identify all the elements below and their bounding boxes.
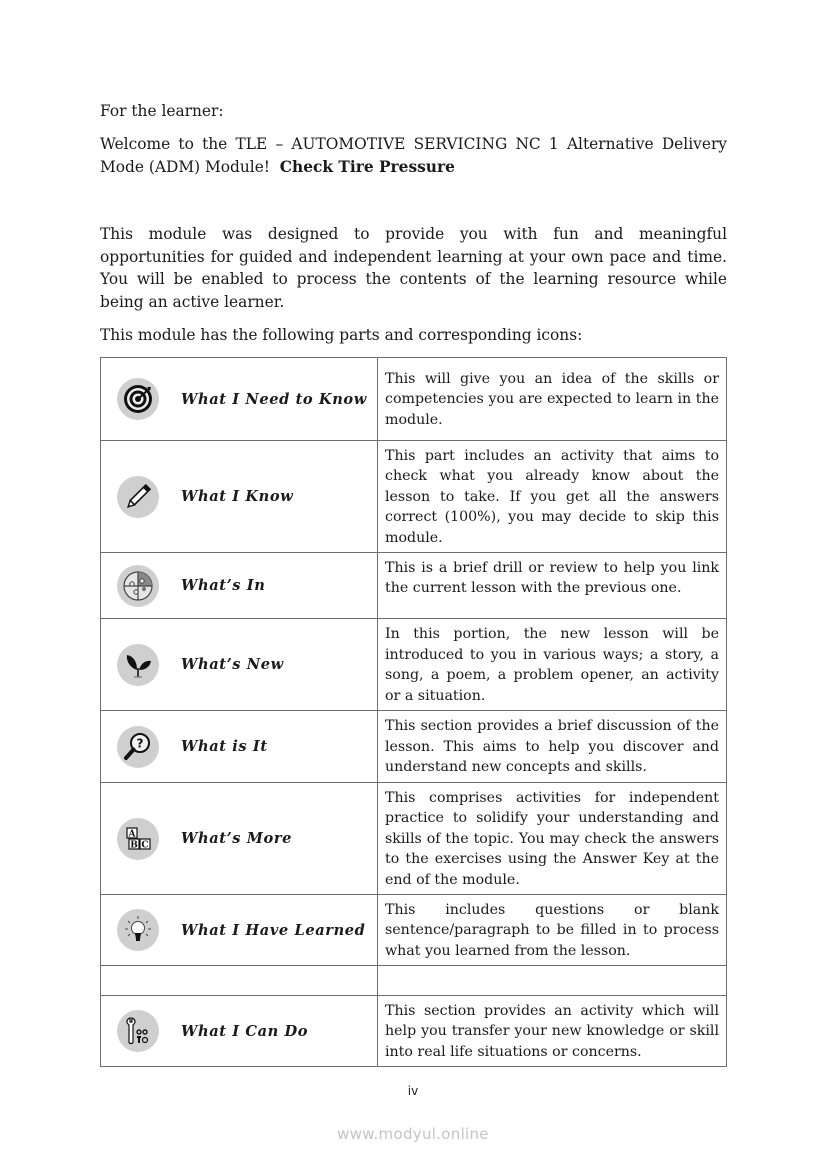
welcome-paragraph — [100, 133, 727, 178]
part-description-cell — [378, 895, 727, 966]
part-description: This is a brief drill or review to help you link the current lesson with the previous one. — [385, 559, 719, 596]
part-label: What I Need to Know — [181, 390, 367, 408]
svg-text:A: A — [128, 829, 136, 839]
part-label-cell — [101, 619, 378, 711]
table-row — [101, 619, 727, 711]
abc-blocks-icon — [117, 818, 159, 860]
table-row — [101, 711, 727, 783]
sprout-icon — [117, 644, 159, 686]
part-label-cell — [101, 783, 378, 895]
target-icon — [117, 378, 159, 420]
part-description: This section provides a brief discussion of the lesson. This aims to help you discover and understand new concepts and skills. — [385, 718, 719, 776]
module-title: Check Tire Pressure — [279, 157, 455, 176]
part-description: This section provides an activity which will help you transfer your new knowledge or skill into real life situations or concerns. — [385, 1002, 719, 1060]
svg-text:B: B — [130, 840, 138, 850]
part-description: This includes questions or blank sentence/paragraph to be filled in to process what you learned from the lesson. — [385, 901, 719, 959]
part-label: What’s More — [181, 830, 293, 847]
empty-cell — [101, 966, 378, 996]
part-description-cell — [378, 441, 727, 553]
part-description-cell — [378, 711, 727, 783]
empty-cell — [378, 966, 727, 996]
table-row — [101, 358, 727, 441]
part-label-cell — [101, 895, 378, 966]
svg-text:?: ? — [136, 736, 144, 750]
table-row — [101, 895, 727, 966]
part-label: What’s In — [181, 577, 266, 594]
table-row-empty — [101, 966, 727, 996]
part-description: This comprises activities for independent practice to solidify your understanding and skills of the topic. You may check the answers to the exercises using the Answer Key at the end of the module. — [385, 789, 719, 888]
part-description-cell — [378, 553, 727, 619]
part-label-cell — [101, 711, 378, 783]
table-row — [101, 996, 727, 1067]
tools-icon — [117, 1010, 159, 1052]
part-description-cell — [378, 783, 727, 895]
part-label: What’s New — [181, 656, 284, 673]
lightbulb-icon — [117, 909, 159, 951]
part-description-cell — [378, 619, 727, 711]
page-number: iv — [407, 1084, 419, 1098]
part-description: This part includes an activity that aims to check what you already know about the lesson to take. If you get all the answers correct (100%), you may decide to skip this module. — [385, 447, 719, 546]
table-row — [101, 441, 727, 553]
watermark: www.modyul.online — [337, 1125, 489, 1143]
part-description: In this portion, the new lesson will be introduced to you in various ways; a story, a song, a poem, a problem opener, an activity or a situation. — [385, 626, 719, 704]
part-label-cell — [101, 358, 378, 441]
part-label-cell — [101, 996, 378, 1067]
part-label: What is It — [181, 738, 268, 755]
magnifier-question-icon — [117, 726, 159, 768]
part-label-cell — [101, 553, 378, 619]
parts-lead: This module has the following parts and corresponding icons: — [100, 326, 583, 344]
part-label: What I Have Learned — [181, 921, 366, 939]
part-description: This will give you an idea of the skills or competencies you are expected to learn in the module. — [385, 370, 719, 428]
intro-paragraph: This module was designed to provide you with fun and meaningful opportunities for guided and independent learning at your own pace and time. You will be enabled to process the contents of the learning resource while being an active learner. — [100, 225, 727, 311]
part-label-cell — [101, 441, 378, 553]
greeting: For the learner: — [100, 102, 224, 120]
module-parts-table — [100, 357, 727, 1067]
pencil-icon — [117, 476, 159, 518]
svg-text:C: C — [141, 840, 149, 850]
part-label: What I Can Do — [181, 1022, 309, 1040]
table-row — [101, 553, 727, 619]
puzzle-icon — [117, 565, 159, 607]
part-description-cell — [378, 358, 727, 441]
part-description-cell — [378, 996, 727, 1067]
welcome-text: Welcome to the TLE – AUTOMOTIVE SERVICING NC 1 Alternative Delivery Mode (ADM) Module! — [100, 135, 727, 176]
part-label: What I Know — [181, 488, 294, 505]
table-row — [101, 783, 727, 895]
